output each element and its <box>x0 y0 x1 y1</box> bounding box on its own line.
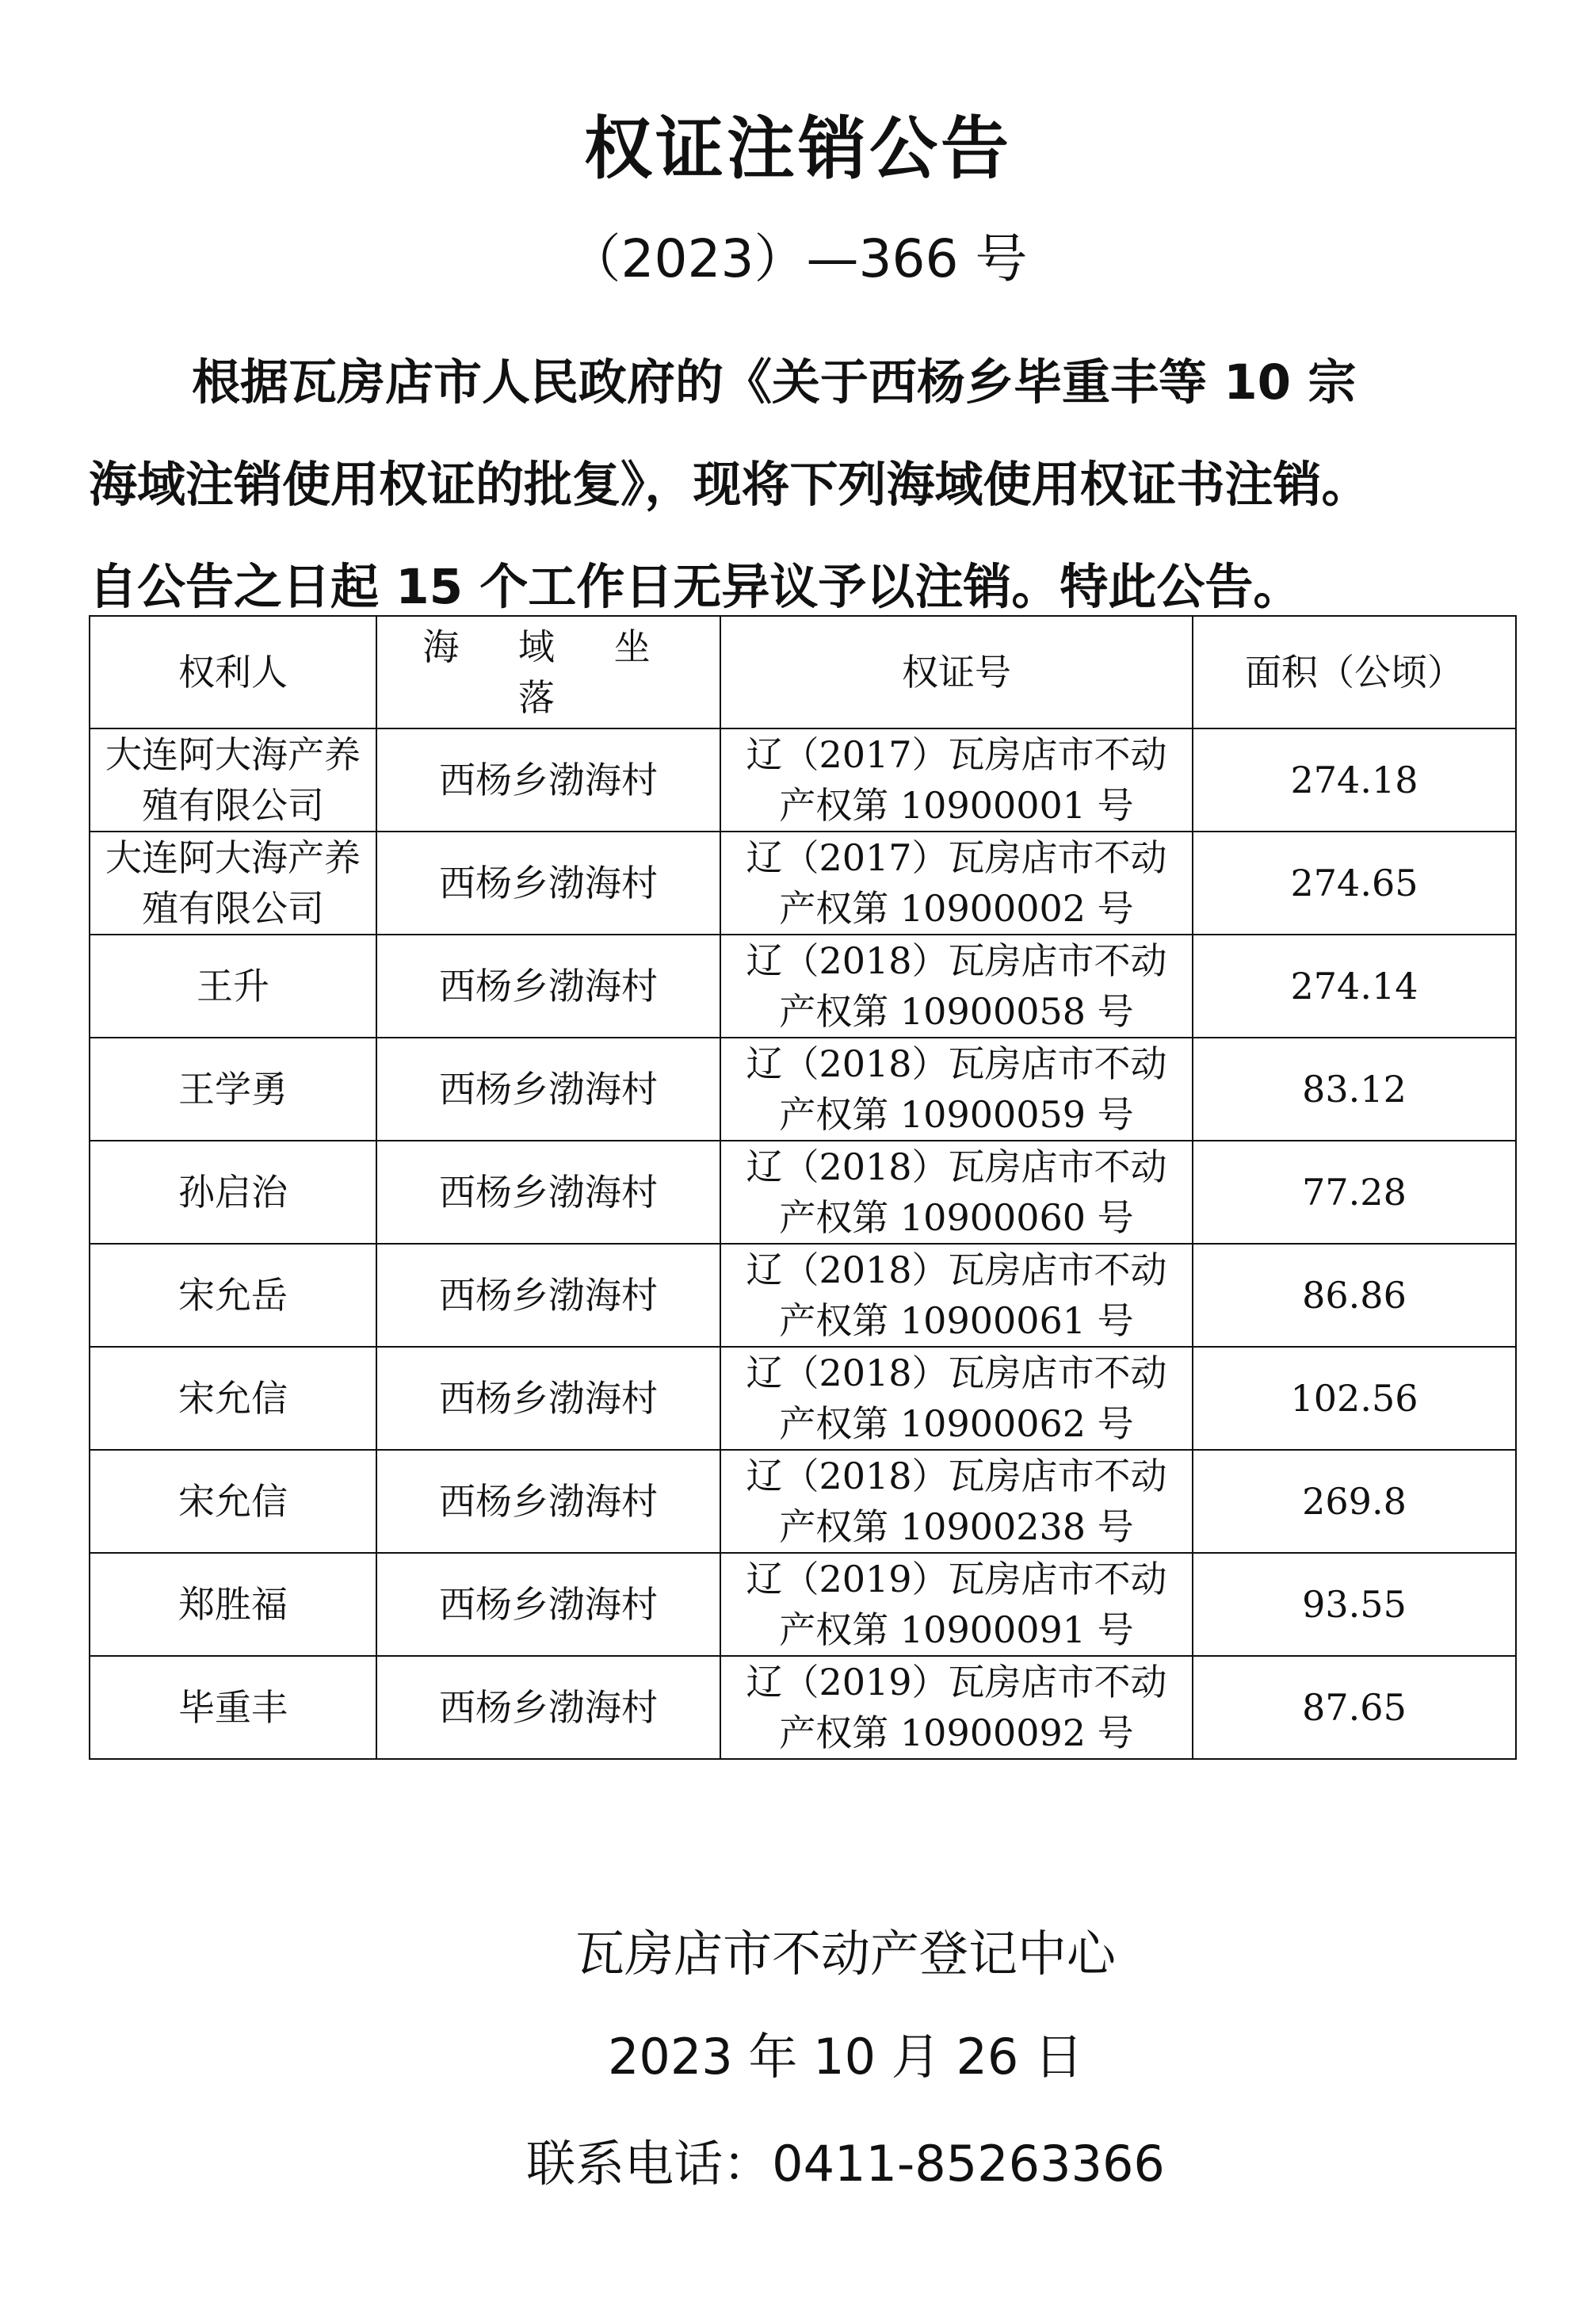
cell-owner: 宋允岳 <box>90 1244 376 1347</box>
cert-number-line-1: 辽（2018）瓦房店市不动 <box>746 1248 1167 1291</box>
table-row <box>90 1141 1516 1244</box>
cell-location: 西杨乡渤海村 <box>376 1450 720 1553</box>
cell-cert-number <box>720 1450 1193 1553</box>
cell-area: 274.14 <box>1193 935 1516 1038</box>
cert-number-line-2: 产权第 10900092 号 <box>779 1711 1134 1754</box>
cell-location: 西杨乡渤海村 <box>376 832 720 935</box>
cert-number-line-1: 辽（2018）瓦房店市不动 <box>746 1145 1167 1188</box>
contact-phone: 联系电话：0411-85263366 <box>526 2135 1165 2193</box>
cell-owner: 大连阿大海产养殖有限公司 <box>90 728 376 832</box>
cert-number-line-1: 辽（2018）瓦房店市不动 <box>746 1455 1167 1497</box>
cell-location: 西杨乡渤海村 <box>376 1553 720 1656</box>
table-row <box>90 1450 1516 1553</box>
cell-owner: 郑胜福 <box>90 1553 376 1656</box>
cert-number-line-1: 辽（2019）瓦房店市不动 <box>746 1558 1167 1600</box>
cell-owner: 王升 <box>90 935 376 1038</box>
cell-area: 274.65 <box>1193 832 1516 935</box>
header-location: 海 域 坐 落 <box>376 616 720 728</box>
cell-area: 77.28 <box>1193 1141 1516 1244</box>
cell-cert-number <box>720 1553 1193 1656</box>
cell-cert-number <box>720 1141 1193 1244</box>
cell-location: 西杨乡渤海村 <box>376 728 720 832</box>
cell-area: 269.8 <box>1193 1450 1516 1553</box>
cert-number-line-1: 辽（2018）瓦房店市不动 <box>746 1042 1167 1085</box>
cert-number-line-2: 产权第 10900060 号 <box>779 1196 1134 1239</box>
cell-area: 86.86 <box>1193 1244 1516 1347</box>
cell-area: 274.18 <box>1193 728 1516 832</box>
cert-number-line-2: 产权第 10900058 号 <box>779 990 1134 1033</box>
certificate-table <box>89 615 1517 1760</box>
cell-cert-number <box>720 935 1193 1038</box>
cert-number-line-2: 产权第 10900002 号 <box>779 887 1134 930</box>
cell-owner: 宋允信 <box>90 1450 376 1553</box>
cert-number-line-1: 辽（2017）瓦房店市不动 <box>746 836 1167 879</box>
cell-location: 西杨乡渤海村 <box>376 1141 720 1244</box>
notice-body <box>89 331 1515 638</box>
cell-location: 西杨乡渤海村 <box>376 1244 720 1347</box>
cell-location: 西杨乡渤海村 <box>376 935 720 1038</box>
cell-area: 102.56 <box>1193 1347 1516 1450</box>
cell-owner: 大连阿大海产养殖有限公司 <box>90 832 376 935</box>
cell-owner: 王学勇 <box>90 1038 376 1141</box>
page-title: 权证注销公告 <box>584 109 1012 189</box>
table-row <box>90 1244 1516 1347</box>
cert-number-line-2: 产权第 10900061 号 <box>779 1299 1134 1342</box>
cert-number-line-2: 产权第 10900001 号 <box>779 784 1134 827</box>
body-line-2: 海域注销使用权证的批复》，现将下列海域使用权证书注销。 <box>89 457 1370 513</box>
cell-owner: 孙启治 <box>90 1141 376 1244</box>
header-owner: 权利人 <box>90 616 376 728</box>
cert-number-line-1: 辽（2019）瓦房店市不动 <box>746 1661 1167 1703</box>
cell-cert-number <box>720 832 1193 935</box>
cell-location: 西杨乡渤海村 <box>376 1656 720 1759</box>
cert-number-line-1: 辽（2018）瓦房店市不动 <box>746 939 1167 982</box>
issue-date: 2023 年 10 月 26 日 <box>607 2028 1084 2086</box>
body-line-1: 根据瓦房店市人民政府的《关于西杨乡毕重丰等 10 宗 <box>192 354 1357 411</box>
cert-number-line-2: 产权第 10900059 号 <box>779 1093 1134 1136</box>
cell-area: 83.12 <box>1193 1038 1516 1141</box>
cert-number-line-2: 产权第 10900091 号 <box>779 1608 1134 1651</box>
table-row <box>90 935 1516 1038</box>
cell-area: 93.55 <box>1193 1553 1516 1656</box>
cell-cert-number <box>720 1656 1193 1759</box>
header-cert-number: 权证号 <box>720 616 1193 728</box>
cell-cert-number <box>720 1347 1193 1450</box>
document-number: （2023）—366 号 <box>568 228 1028 289</box>
body-line-3: 自公告之日起 15 个工作日无异议予以注销。特此公告。 <box>89 559 1302 615</box>
cert-number-line-1: 辽（2018）瓦房店市不动 <box>746 1352 1167 1394</box>
cell-location: 西杨乡渤海村 <box>376 1038 720 1141</box>
table-row <box>90 1347 1516 1450</box>
issuer-name: 瓦房店市不动产登记中心 <box>575 1925 1116 1983</box>
cell-cert-number <box>720 728 1193 832</box>
cell-owner: 宋允信 <box>90 1347 376 1450</box>
table-header-row <box>90 616 1516 728</box>
cert-number-line-1: 辽（2017）瓦房店市不动 <box>746 733 1167 776</box>
table-row <box>90 1038 1516 1141</box>
table-row <box>90 832 1516 935</box>
cell-owner: 毕重丰 <box>90 1656 376 1759</box>
cert-number-line-2: 产权第 10900062 号 <box>779 1402 1134 1445</box>
table-row <box>90 728 1516 832</box>
cell-area: 87.65 <box>1193 1656 1516 1759</box>
cell-cert-number <box>720 1038 1193 1141</box>
cell-location: 西杨乡渤海村 <box>376 1347 720 1450</box>
header-area: 面积（公顷） <box>1193 616 1516 728</box>
table-row <box>90 1656 1516 1759</box>
cell-cert-number <box>720 1244 1193 1347</box>
cert-number-line-2: 产权第 10900238 号 <box>779 1505 1134 1548</box>
table-row <box>90 1553 1516 1656</box>
